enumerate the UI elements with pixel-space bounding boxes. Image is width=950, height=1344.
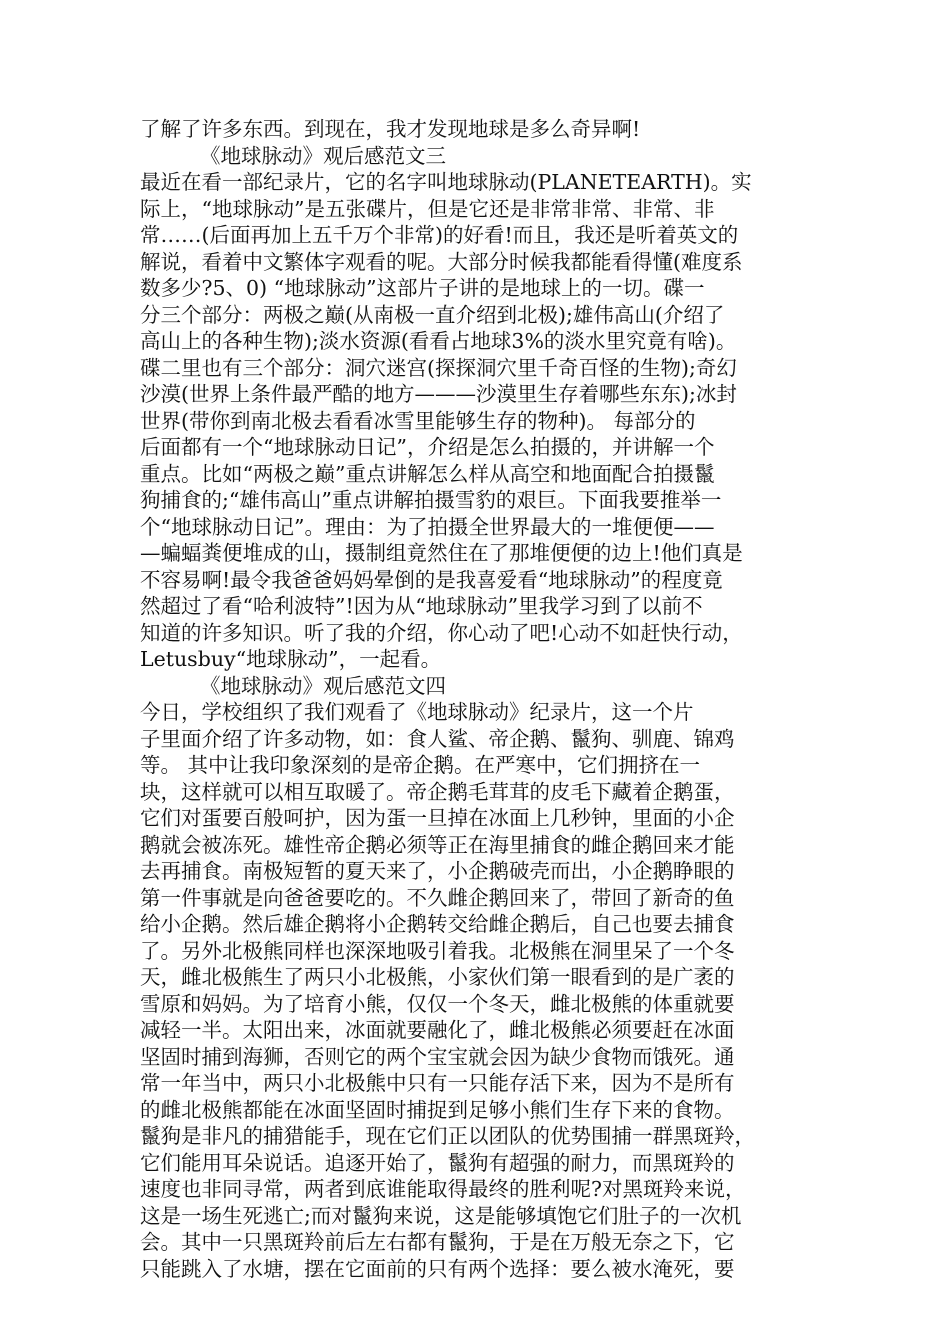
text-line: 它们对蛋要百般呵护，因为蛋一旦掉在冰面上几秒钟，里面的小企 [140,806,735,830]
text-line: 第一件事就是向爸爸要吃的。不久雌企鹅回来了，带回了新奇的鱼 [140,885,735,910]
text-line: 了解了许多东西。到现在，我才发现地球是多么奇异啊! [140,117,641,141]
text-line: 减轻一半。太阳出来，冰面就要融化了，雌北极熊必须要赶在冰面 [140,1018,735,1042]
text-line: 给小企鹅。然后雄企鹅将小企鹅转交给雌企鹅后，自己也要去捕食 [140,912,735,936]
text-line: 数多少?5、0) “地球脉动”这部片子讲的是地球上的一切。碟一 [140,276,705,300]
text-line: 它们能用耳朵说话。追逐开始了，鬣狗有超强的耐力，而黑斑羚的 [140,1150,735,1175]
text-line: 碟二里也有三个部分：洞穴迷宫(探探洞穴里千奇百怪的生物);奇幻 [140,355,737,380]
text-line: 鹅就会被冻死。雄性帝企鹅必须等正在海里捕食的雌企鹅回来才能 [140,832,735,857]
text-line: 这是一场生死逃亡;而对鬣狗来说，这是能够填饱它们肚子的一次机 [140,1203,742,1228]
text-line: 雪原和妈妈。为了培育小熊，仅仅一个冬天，雌北极熊的体重就要 [140,991,735,1016]
text-line: 分三个部分：两极之巅(从南极一直介绍到北极);雄伟高山(介绍了 [140,302,725,327]
text-line: 鬣狗是非凡的捕猎能手，现在它们正以团队的优势围捕一群黑斑羚， [140,1124,755,1148]
text-line: 了。另外北极熊同样也深深地吸引着我。北极熊在洞里呆了一个冬 [140,938,735,963]
text-line: 的雌北极熊都能在冰面坚固时捕捉到足够小熊们生存下来的食物。 [140,1097,735,1122]
text-line: 个“地球脉动日记”。理由：为了拍摄全世界最大的一堆便便—— [140,514,715,539]
text-line: 常一年当中，两只小北极熊中只有一只能存活下来，因为不是所有 [140,1071,735,1095]
text-line: 狗捕食的;“雄伟高山”重点讲解拍摄雪豹的艰巨。下面我要推举一 [140,488,722,512]
text-line: 解说，看着中文繁体字观看的呢。大部分时候我都能看得懂(难度系 [140,249,743,274]
text-line: 今日，学校组织了我们观看了《地球脉动》纪录片，这一个片 [140,700,694,724]
text-line: 速度也非同寻常，两者到底谁能取得最终的胜利呢?对黑斑羚来说， [140,1177,746,1201]
text-line: 坚固时捕到海狮，否则它的两个宝宝就会因为缺少食物而饿死。通 [140,1044,735,1069]
text-line: —蝙蝠粪便堆成的山，摄制组竟然住在了那堆便便的边上!他们真是 [140,541,743,565]
text-line: 不容易啊!最令我爸爸妈妈晕倒的是我喜爱看“地球脉动”的程度竟 [140,567,723,592]
text-line: 世界(带你到南北极去看看冰雪里能够生存的物种)。 每部分的 [140,408,696,433]
text-line: 块，这样就可以相互取暖了。帝企鹅毛茸茸的皮毛下藏着企鹅蛋， [140,779,735,804]
section-heading: 《地球脉动》观后感范文四 [200,673,446,698]
document-body [140,116,812,1282]
text-line: 知道的许多知识。听了我的介绍，你心动了吧!心动不如赶快行动， [140,620,743,645]
text-line: 重点。比如“两极之巅”重点讲解怎么样从高空和地面配合拍摄鬣 [140,461,715,486]
text-line: 然超过了看“哈利波特”!因为从“地球脉动”里我学习到了以前不 [140,594,703,618]
section-heading: 《地球脉动》观后感范文三 [200,143,446,168]
text-line: 天，雌北极熊生了两只小北极熊，小家伙们第一眼看到的是广袤的 [140,965,735,989]
text-line: Letusbuy“地球脉动”，一起看。 [140,647,442,671]
text-line: 会。其中一只黑斑羚前后左右都有鬣狗，于是在万般无奈之下，它 [140,1230,735,1254]
text-line: 子里面介绍了许多动物，如：食人鲨、帝企鹅、鬣狗、驯鹿、锦鸡 [140,726,735,751]
text-line: 去再捕食。南极短暂的夏天来了，小企鹅破壳而出，小企鹅睁眼的 [140,859,735,883]
text-line: 高山上的各种生物);淡水资源(看看占地球3%的淡水里究竟有啥)。 [140,329,737,353]
text-line: 后面都有一个“地球脉动日记”，介绍是怎么拍摄的，并讲解一个 [140,435,715,459]
text-line: 只能跳入了水塘，摆在它面前的只有两个选择：要么被水淹死，要 [140,1256,735,1281]
text-line: 沙漠(世界上条件最严酷的地方———沙漠里生存着哪些东东);冰封 [140,382,737,406]
text-line: 最近在看一部纪录片，它的名字叫地球脉动(PLANETEARTH)。实 [140,170,752,194]
text-line: 等。 其中让我印象深刻的是帝企鹅。在严寒中，它们拥挤在一 [140,753,701,777]
text-line: 常……(后面再加上五千万个非常)的好看!而且，我还是听着英文的 [140,223,739,247]
text-line: 际上，“地球脉动”是五张碟片，但是它还是非常非常、非常、非 [140,196,715,221]
